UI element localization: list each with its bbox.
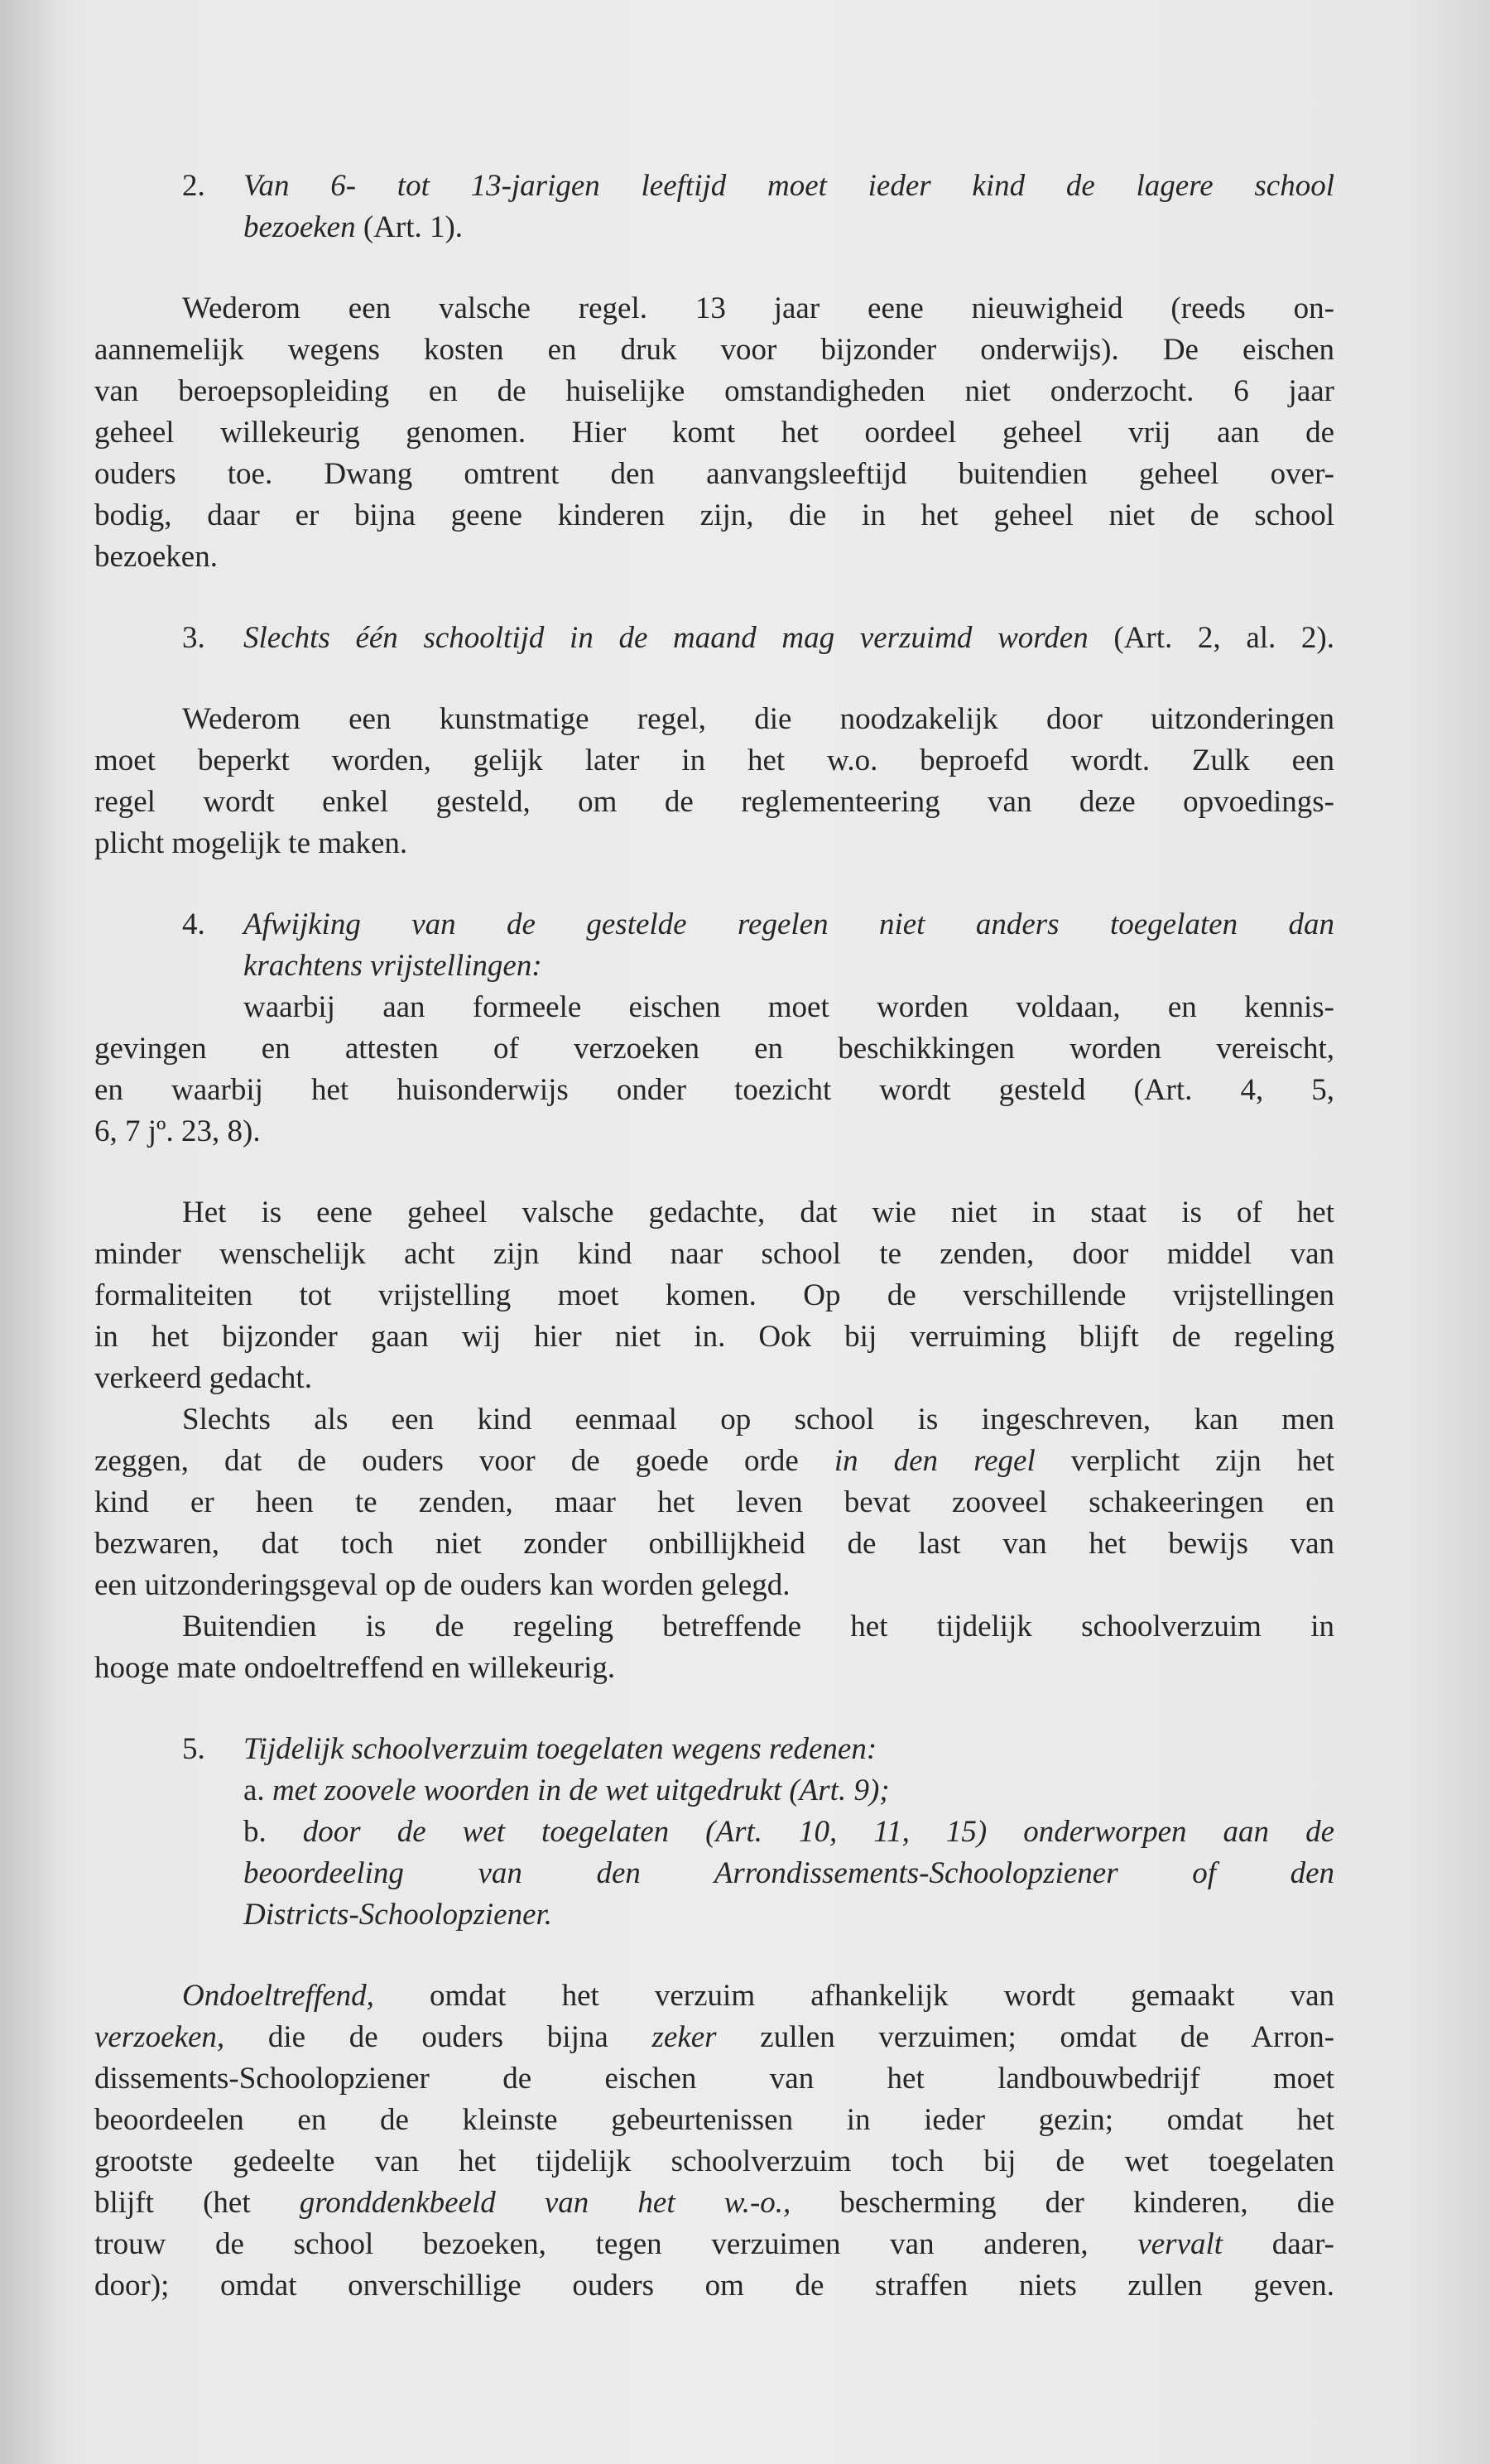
page-edge-shadow xyxy=(0,0,58,2464)
text-line: Buitendien is de regeling betreffende het tijdelijk schoolverzuim in xyxy=(182,1610,1334,1643)
text-line: Het is eene geheel valsche gedachte, dat wie niet in staat is of het xyxy=(182,1196,1334,1230)
text-line: aannemelijk wegens kosten en druk voor bijzonder onderwijs). De eischen xyxy=(94,333,1334,367)
text-line: Wederom een valsche regel. 13 jaar eene nieuwigheid (reeds on- xyxy=(182,291,1334,325)
item-5-heading: 5. Tijdelijk schoolverzuim toegelaten wegens redenen: xyxy=(182,1732,877,1766)
text-line: Wederom een kunstmatige regel, die noodzakelijk door uitzonderingen xyxy=(182,702,1334,736)
paragraph-4 xyxy=(94,1399,1334,1606)
text-line: door); omdat onverschillige ouders om de straffen niets zullen geven. xyxy=(94,2269,1334,2303)
text-line: beoordeelen en de kleinste gebeurtenissen in ieder gezin; omdat het xyxy=(94,2103,1334,2137)
text-line: Slechts als een kind eenmaal op school is ingeschreven, kan men xyxy=(182,1403,1334,1437)
paragraph-2 xyxy=(94,699,1334,864)
item-2-heading-cont: bezoeken (Art. 1). xyxy=(243,210,464,244)
text-line: blijft (het gronddenkbeeld van het w.-o., bescherming der kinderen, die xyxy=(94,2186,1335,2220)
text-line: hooge mate ondoeltreffend en willekeurig. xyxy=(94,1651,616,1685)
text-line: bezwaren, dat toch niet zonder onbillijkheid de last van het bewijs van xyxy=(94,1527,1334,1561)
item-3-heading: 3. Slechts één schooltijd in de maand mag verzuimd worden (Art. 2, al. 2). xyxy=(182,621,1334,655)
item-4 xyxy=(94,904,1334,1153)
item-5 xyxy=(94,1729,1334,1936)
page-text xyxy=(94,166,1334,2307)
text-line: waarbij aan formeele eischen moet worden voldaan, en kennis- xyxy=(243,990,1334,1024)
text-line: regel wordt enkel gesteld, om de reglementeering van deze opvoedings- xyxy=(94,785,1334,819)
text-line: bodig, daar er bijna geene kinderen zijn, die in het geheel niet de school xyxy=(94,498,1334,532)
text-line: zeggen, dat de ouders voor de goede orde in den regel verplicht zijn het xyxy=(94,1444,1335,1478)
text-line: minder wenschelijk acht zijn kind naar school te zenden, door middel van xyxy=(94,1237,1334,1271)
text-line: een uitzonderingsgeval op de ouders kan worden gelegd. xyxy=(94,1568,791,1602)
text-line: moet beperkt worden, gelijk later in het w.o. beproefd wordt. Zulk een xyxy=(94,744,1334,777)
paragraph-5 xyxy=(94,1606,1334,1689)
text-line: verzoeken, die de ouders bijna zeker zullen verzuimen; omdat de Arron- xyxy=(94,2020,1335,2054)
item-2 xyxy=(94,166,1334,248)
item-5-b-cont: Districts-Schoolopziener. xyxy=(243,1898,553,1932)
paragraph-3 xyxy=(94,1192,1334,1399)
text-line: bezoeken. xyxy=(94,540,218,574)
item-5-a: a. met zoovele woorden in de wet uitgedrukt (Art. 9); xyxy=(243,1773,890,1807)
text-line: dissements-Schoolopziener de eischen van het landbouwbedrijf moet xyxy=(94,2062,1334,2096)
text-line: 6, 7 jº. 23, 8). xyxy=(94,1114,261,1148)
text-line: grootste gedeelte van het tijdelijk schoolverzuim toch bij de wet toegelaten xyxy=(94,2144,1334,2178)
text-line: trouw de school bezoeken, tegen verzuimen van anderen, vervalt daar- xyxy=(94,2227,1334,2261)
text-line: plicht mogelijk te maken. xyxy=(94,826,408,860)
text-line: formaliteiten tot vrijstelling moet komen. Op de verschillende vrijstellingen xyxy=(94,1278,1334,1312)
text-line: van beroepsopleiding en de huiselijke omstandigheden niet onderzocht. 6 jaar xyxy=(94,374,1334,408)
text-line: en waarbij het huisonderwijs onder toezicht wordt gesteld (Art. 4, 5, xyxy=(94,1073,1334,1107)
item-5-b: b. door de wet toegelaten (Art. 10, 11, 15) onderworpen aan de xyxy=(243,1815,1335,1849)
text-line: gevingen en attesten of verzoeken en beschikkingen worden vereischt, xyxy=(94,1032,1334,1066)
item-2-heading: 2. Van 6- tot 13-jarigen leeftijd moet ieder kind de lagere school xyxy=(182,169,1334,203)
item-5-b-cont: beoordeeling van den Arrondissements-Schoolopziener of den xyxy=(243,1856,1334,1890)
text-line: geheel willekeurig genomen. Hier komt het oordeel geheel vrij aan de xyxy=(94,416,1334,450)
text-line: kind er heen te zenden, maar het leven bevat zooveel schakeeringen en xyxy=(94,1485,1334,1519)
item-4-heading: 4. Afwijking van de gestelde regelen niet anders toegelaten dan xyxy=(182,907,1334,941)
text-line: Ondoeltreffend, omdat het verzuim afhankelijk wordt gemaakt van xyxy=(182,1979,1334,2013)
paragraph-1 xyxy=(94,288,1334,578)
text-line: in het bijzonder gaan wij hier niet in. Ook bij verruiming blijft de regeling xyxy=(94,1320,1334,1354)
text-line: ouders toe. Dwang omtrent den aanvangsleeftijd buitendien geheel over- xyxy=(94,457,1334,491)
text-line: verkeerd gedacht. xyxy=(94,1361,312,1395)
paragraph-6 xyxy=(94,1976,1334,2307)
item-4-heading-cont: krachtens vrijstellingen: xyxy=(243,949,542,983)
